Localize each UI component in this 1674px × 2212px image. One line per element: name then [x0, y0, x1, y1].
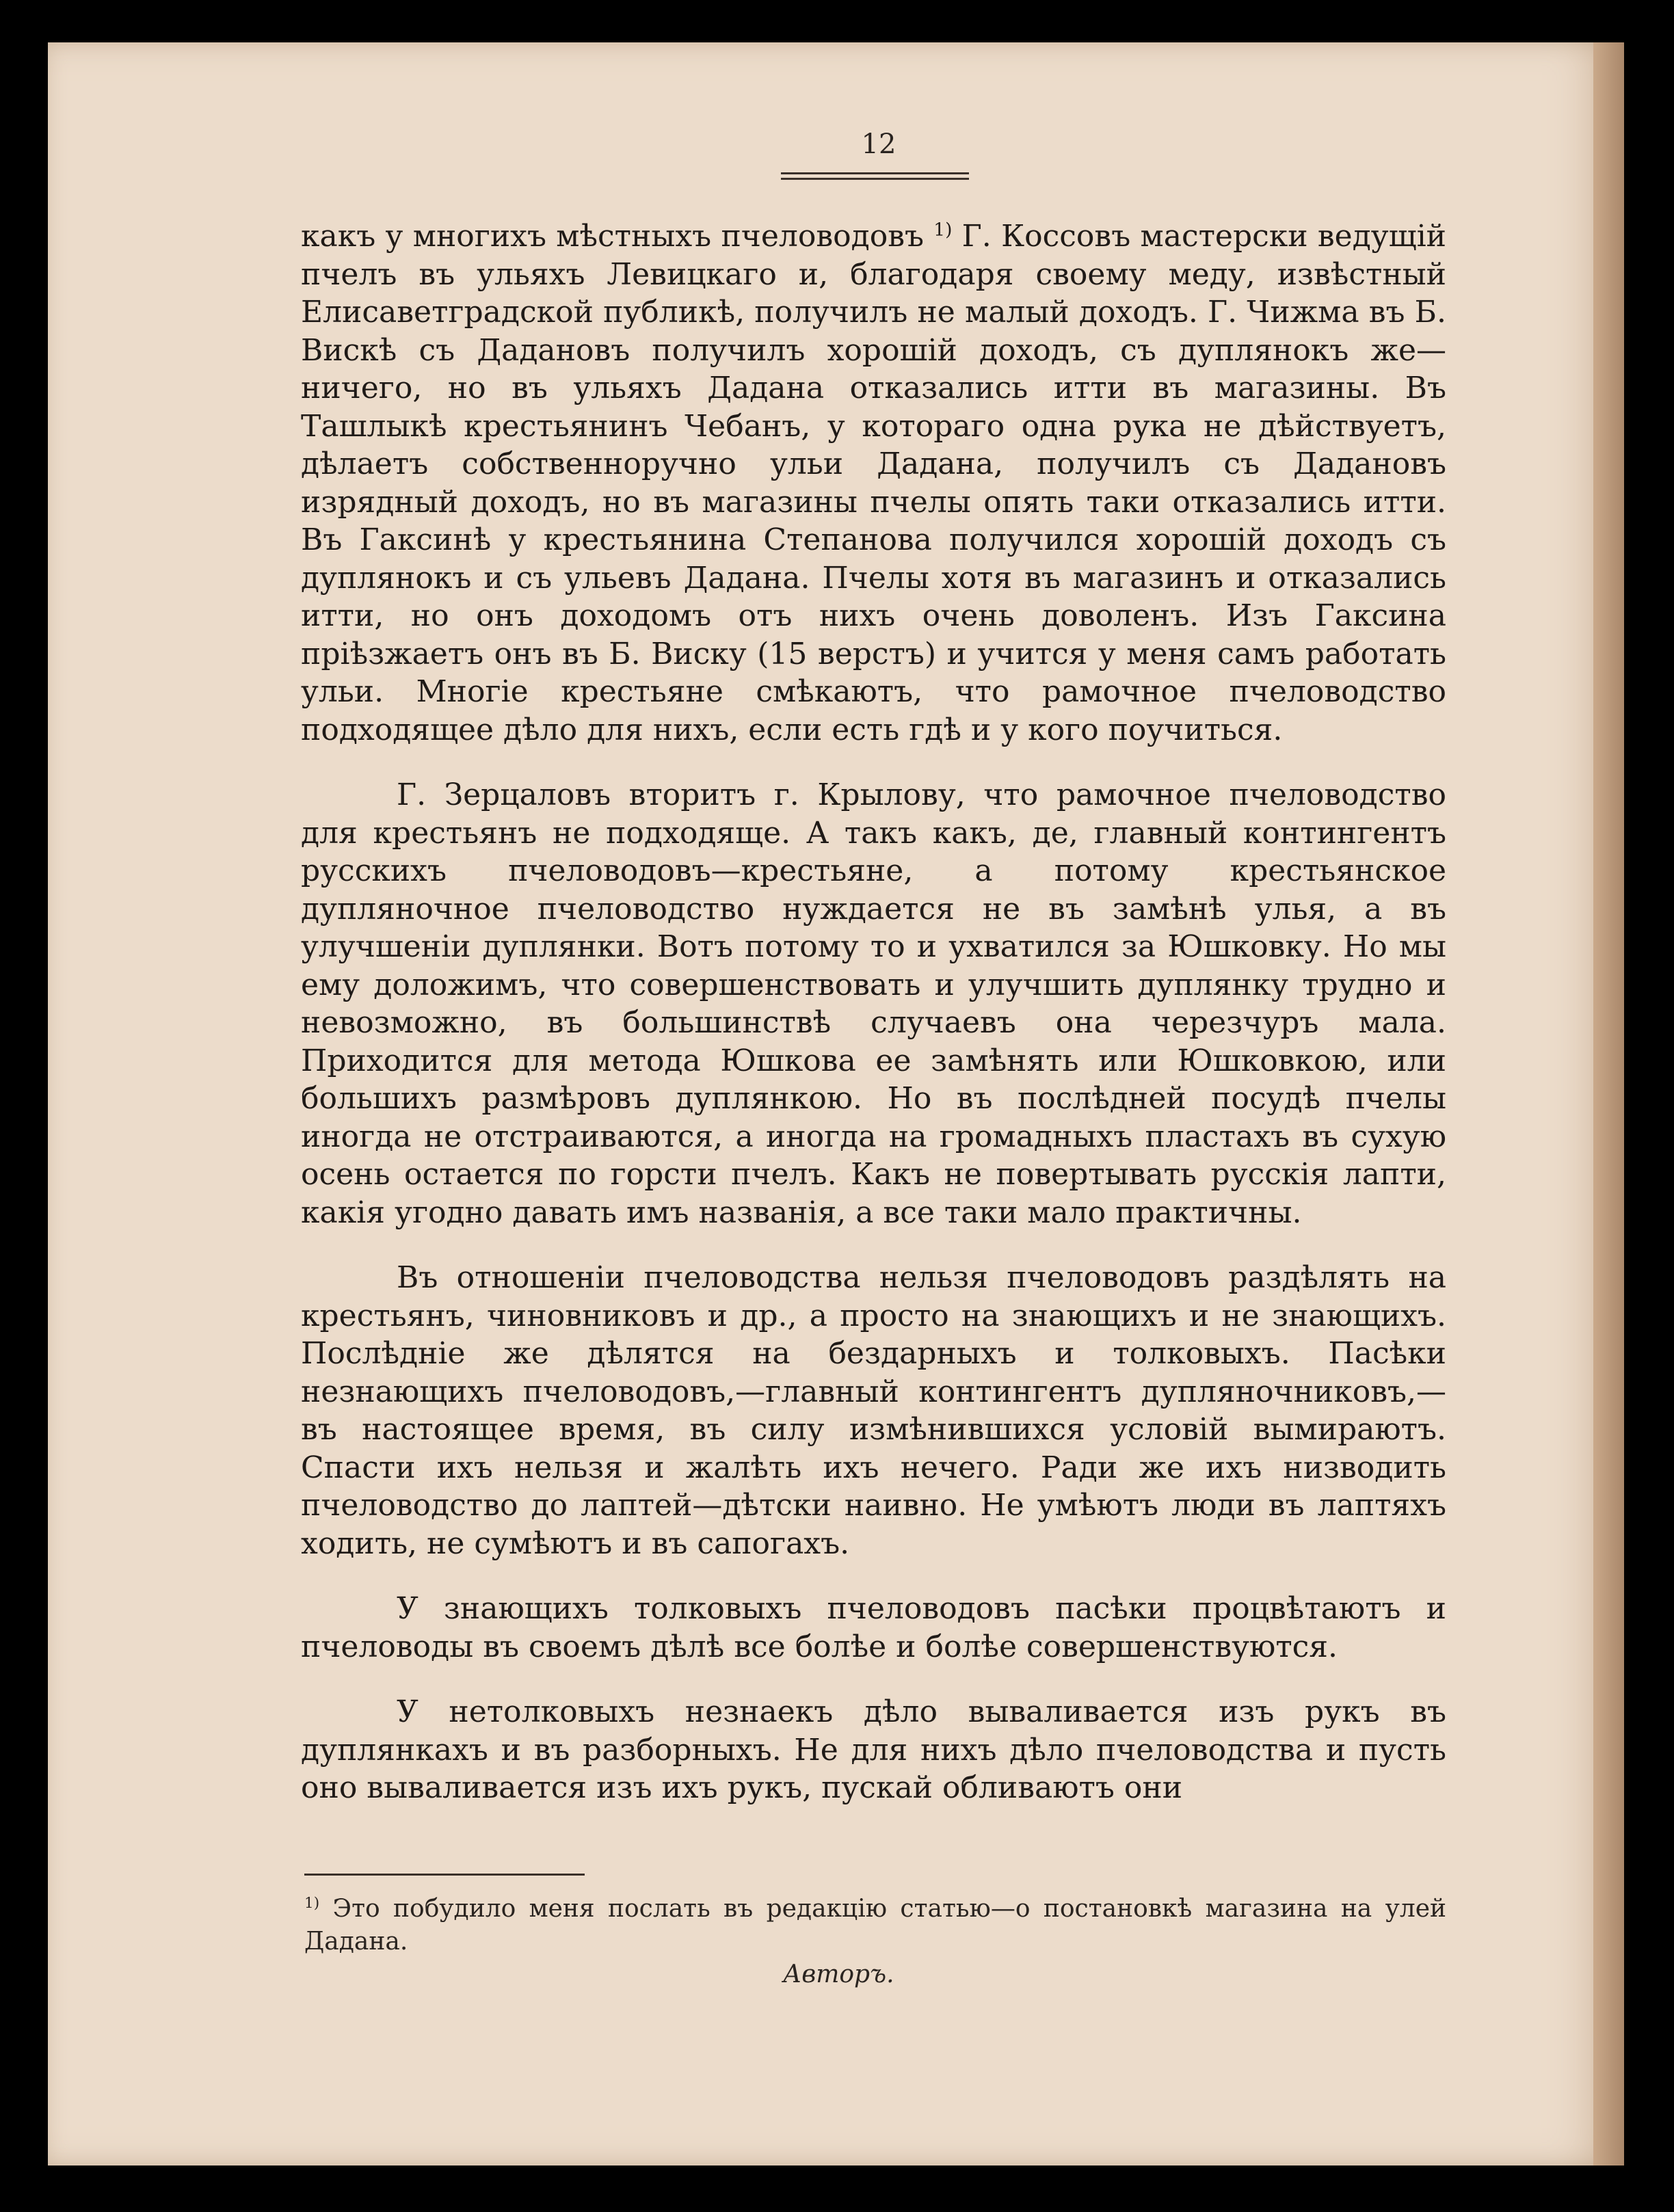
page-number: 12 — [861, 129, 896, 160]
body-text — [301, 217, 1446, 1807]
footnote-signature: Авторъ. — [783, 1960, 894, 1988]
page-number-rule — [781, 172, 969, 174]
paragraph-text: какъ у многихъ мѣстныхъ пчеловодовъ — [301, 219, 934, 254]
footnote-reference: 1) — [933, 219, 953, 241]
paragraph: Въ отношеніи пчеловодства нельзя пчеловодовъ раздѣлять на крестьянъ, чиновниковъ и др., а просто на знающихъ и не знающихъ. Послѣдніе же дѣлятся на бездарныхъ и толковыхъ. Пасѣки незнающихъ пчеловодовъ,—главный контингентъ дупляночниковъ,—въ настоящее время, въ силу измѣнившихся условій вымираютъ. Спасти ихъ нельзя и жалѣть ихъ нечего. Ради же ихъ низводить пчеловодство до лаптей—дѣтски наивно. Не умѣютъ люди въ лаптяхъ ходить, не сумѣютъ и въ сапогахъ. — [301, 1260, 1446, 1561]
paragraph-text: Г. Коссовъ мастерски ведущій пчелъ въ ульяхъ Левицкаго и, благодаря своему меду, извѣстный Елисаветградской публикѣ, получилъ не малый доходъ. Г. Чижма въ Б. Вискѣ съ Дадановъ получилъ хорошій доходъ, съ дуплянокъ же—ничего, но въ ульяхъ Дадана отказались итти въ магазины. Въ Ташлыкѣ крестьянинъ Чебанъ, у котораго одна рука не дѣйствуетъ, дѣлаетъ собственноручно ульи Дадана, получилъ съ Дадановъ изрядный доходъ, но въ магазины пчелы опять таки отказались итти. Въ Гаксинѣ у крестьянина Степанова получился хорошій доходъ съ дуплянокъ и съ ульевъ Дадана. Пчелы хотя въ магазинъ и отказались итти, но онъ доходомъ отъ нихъ очень доволенъ. Изъ Гаксина пріѣзжаетъ онъ въ Б. Виску (15 верстъ) и учится у меня самъ работать ульи. Многіе крестьяне смѣкаютъ, что рамочное пчеловодство подходящее дѣло для нихъ, если есть гдѣ и у кого поучиться. — [301, 219, 1447, 747]
page-number-rule — [781, 178, 969, 180]
footnote-text: Это побудило меня послать въ редакцію статью—о постановкѣ магазина на улей Дадана. — [304, 1895, 1446, 1956]
page-edge — [1593, 42, 1624, 2166]
footnote — [304, 1893, 1446, 1991]
paragraph: У нетолковыхъ незнаекъ дѣло вываливается изъ рукъ въ дуплянкахъ и въ разборныхъ. Не для нихъ дѣло пчеловодства и пусть оно вываливается изъ ихъ рукъ, пускай обливаютъ они — [301, 1694, 1446, 1805]
footnote-mark: 1) — [304, 1895, 320, 1912]
paragraph: У знающихъ толковыхъ пчеловодовъ пасѣки процвѣтаютъ и пчеловоды въ своемъ дѣлѣ все болѣе и болѣе совершенствуются. — [301, 1591, 1446, 1664]
paragraph: Г. Зерцаловъ вторитъ г. Крылову, что рамочное пчеловодство для крестьянъ не подходяще. А такъ какъ, де, главный контингентъ русскихъ пчеловодовъ—крестьяне, а потому крестьянское дупляночное пчеловодство нуждается не въ замѣнѣ улья, а въ улучшеніи дуплянки. Вотъ потому то и ухватился за Юшковку. Но мы ему доложимъ, что совершенствовать и улучшить дуплянку трудно и невозможно, въ большинствѣ случаевъ она черезчуръ мала. Приходится для метода Юшкова ее замѣнять или Юшковкою, или большихъ размѣровъ дуплянкою. Но въ послѣдней посудѣ пчелы иногда не отстраиваются, а иногда на громадныхъ пластахъ въ сухую осень остается по горсти пчелъ. Какъ не повертывать русскія лапти, какія угодно давать имъ названія, а все таки мало практичны. — [301, 777, 1446, 1230]
footnote-rule — [304, 1874, 585, 1876]
paragraph — [301, 217, 1446, 749]
